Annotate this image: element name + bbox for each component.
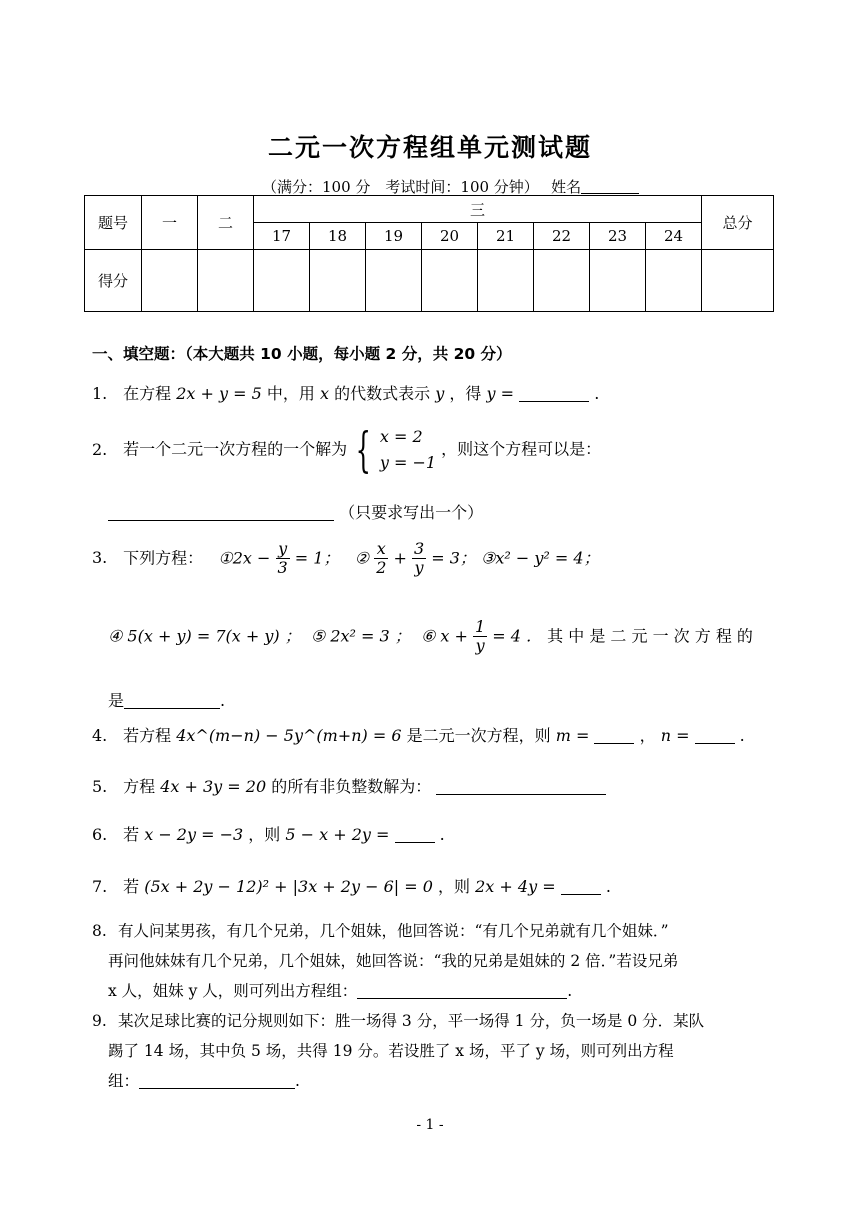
numerator: 3 [413,539,425,558]
answer-blank[interactable] [519,386,589,402]
col-header: 题号 [85,196,142,250]
q7-equation: (5x + 2y − 12)² + |3x + 2y − 6| = 0 [144,877,433,896]
q8-line: x 人，姐妹 y 人，则可列出方程组： [108,982,358,1000]
q6-text: ，则 [248,825,281,844]
q9-line: 组： [108,1072,140,1090]
score-cell[interactable] [254,250,310,312]
q1-text: . [594,384,600,403]
sub-col: 21 [478,223,534,250]
q3-eq: ①2x − [218,548,271,568]
q6-equation: 5 − x + 2y = [285,825,390,844]
answer-blank[interactable] [594,728,634,744]
q6-text: 若 [123,825,140,844]
sub-col: 19 [366,223,422,250]
answer-blank[interactable] [695,728,735,744]
score-cell[interactable] [590,250,646,312]
numerator: 1 [475,617,486,636]
q8-line: 有人问某男孩，有几个兄弟，几个姐妹，他回答说：“有几个兄弟就有几个姐妹．” [118,922,669,940]
q6-text: . [439,825,445,844]
question-number: 1. [92,384,108,403]
q4-text: . [739,726,745,745]
score-cell[interactable] [646,250,702,312]
q4-text: 是二元一次方程，则 [406,726,551,745]
question-6 [92,822,445,845]
question-number: 4. [92,726,108,745]
q3-eq: = 1； [294,548,340,568]
q3-eq: = 4 ． [492,626,543,646]
col-two: 二 [198,196,254,250]
score-cell[interactable] [198,250,254,312]
question-5 [92,774,606,797]
question-7 [92,874,611,897]
q3-text: 下列方程： [123,548,204,568]
name-blank[interactable] [581,179,639,194]
sub-col: 22 [534,223,590,250]
question-4 [92,723,745,746]
question-number: 5. [92,777,108,796]
question-1 [92,381,599,404]
score-cell[interactable] [142,250,198,312]
q1-var: y [435,384,445,403]
brace-icon: { [355,422,372,478]
q5-equation: 4x + 3y = 20 [160,777,267,796]
q4-text: ， [639,726,656,745]
answer-blank[interactable] [436,779,606,795]
q3-eq: ⑤ 2x² = 3 ； [310,626,411,646]
q1-text: 的代数式表示 [334,384,431,403]
q4-var: n = [660,726,690,745]
answer-blank[interactable] [561,879,601,895]
score-cell[interactable] [366,250,422,312]
subtitle-text: （满分：100 分 考试时间：100 分钟） 姓名 [262,178,582,196]
system-line: y = −1 [379,453,437,472]
score-cell[interactable] [422,250,478,312]
q3-eq: ⑥ x + [420,626,468,646]
q1-text: 中，用 [266,384,315,403]
sub-col: 17 [254,223,310,250]
q1-var: y = [486,384,514,403]
section-heading: 一、填空题：（本大题共 10 小题，每小题 2 分，共 20 分） [92,345,512,363]
sub-col: 18 [310,223,366,250]
question-number: 3. [92,548,108,568]
numerator: y [276,540,290,559]
question-2 [92,424,601,476]
row-label: 得分 [85,250,142,312]
answer-blank[interactable] [357,983,567,999]
answer-blank[interactable] [124,693,220,709]
q6-equation: x − 2y = −3 [144,825,244,844]
q3-text: . [220,691,226,710]
score-cell[interactable] [310,250,366,312]
q2-text: ，则这个方程可以是： [441,439,602,459]
q8-text: . [567,982,573,1000]
q9-line: 踢了 14 场，其中负 5 场，共得 19 分。若设胜了 x 场，平了 y 场，则可列出方程 [108,1042,674,1060]
col-three-group: 三 [254,196,702,223]
subtitle [262,176,639,197]
answer-blank[interactable] [139,1073,295,1089]
question-2-answer [108,500,483,523]
question-3 [92,540,600,578]
q1-text: ，得 [449,384,482,403]
question-3-line2 [108,618,753,656]
q4-equation: 4x^(m−n) − 5y^(m+n) = 6 [176,726,402,745]
numerator: x [374,540,388,559]
q3-eq: ④ 5(x + y) = 7(x + y) ； [108,626,301,646]
q4-text: 若方程 [123,726,172,745]
fraction [374,540,388,578]
answer-blank[interactable] [395,827,435,843]
q3-text: 其 中 是 二 元 一 次 方 程 的 [547,626,753,646]
score-cell[interactable] [478,250,534,312]
q9-text: . [295,1072,300,1090]
score-cell[interactable] [534,250,590,312]
q9-line: 某次足球比赛的记分规则如下：胜一场得 3 分，平一场得 1 分，负一场是 0 分．某队 [118,1012,705,1030]
score-table [84,195,774,312]
q3-eq: ② [354,548,370,568]
question-number: 8. [92,922,107,940]
q1-var: x [319,384,330,403]
fraction [276,540,290,578]
q7-equation: 2x + 4y = [475,877,556,896]
question-8 [92,916,772,1006]
question-9 [92,1006,772,1096]
q1-equation: 2x + y = 5 [176,384,262,403]
q3-text: 是 [108,691,125,710]
denominator: 3 [277,558,288,578]
denominator: y [414,558,424,578]
q5-text: 的所有非负整数解为： [271,777,432,796]
system-line: x = 2 [379,427,423,446]
q4-var: m = [555,726,590,745]
q5-text: 方程 [123,777,156,796]
question-number: 9. [92,1012,107,1030]
q3-eq: ③x² − y² = 4； [481,548,600,568]
sub-col: 23 [590,223,646,250]
q1-text: 在方程 [123,384,172,403]
question-number: 2. [92,439,108,459]
col-one: 一 [142,196,198,250]
fraction [473,618,487,656]
page-number: - 1 - [416,1117,444,1133]
question-number: 7. [92,877,108,896]
q7-text: ，则 [438,877,471,896]
q2-text: 若一个二元一次方程的一个解为 [123,439,348,459]
sub-col: 20 [422,223,478,250]
question-number: 6. [92,825,108,844]
q2-note: （只要求写出一个） [339,503,484,522]
q7-text: 若 [123,877,140,896]
equation-system [380,424,436,476]
question-3-line3 [108,688,225,711]
fraction [412,540,426,578]
denominator: 2 [376,558,387,578]
q3-eq: + [393,548,407,568]
q8-line: 再问他妹妹有几个兄弟，几个姐妹，她回答说：“我的兄弟是姐妹的 2 倍．”若设兄弟 [108,952,679,970]
q7-text: . [605,877,611,896]
answer-blank[interactable] [108,505,334,521]
page-title: 二元一次方程组单元测试题 [267,133,592,162]
denominator: y [475,636,485,656]
q3-eq: = 3； [431,548,476,568]
col-total: 总分 [702,196,774,250]
sub-col: 24 [646,223,702,250]
score-cell[interactable] [702,250,774,312]
